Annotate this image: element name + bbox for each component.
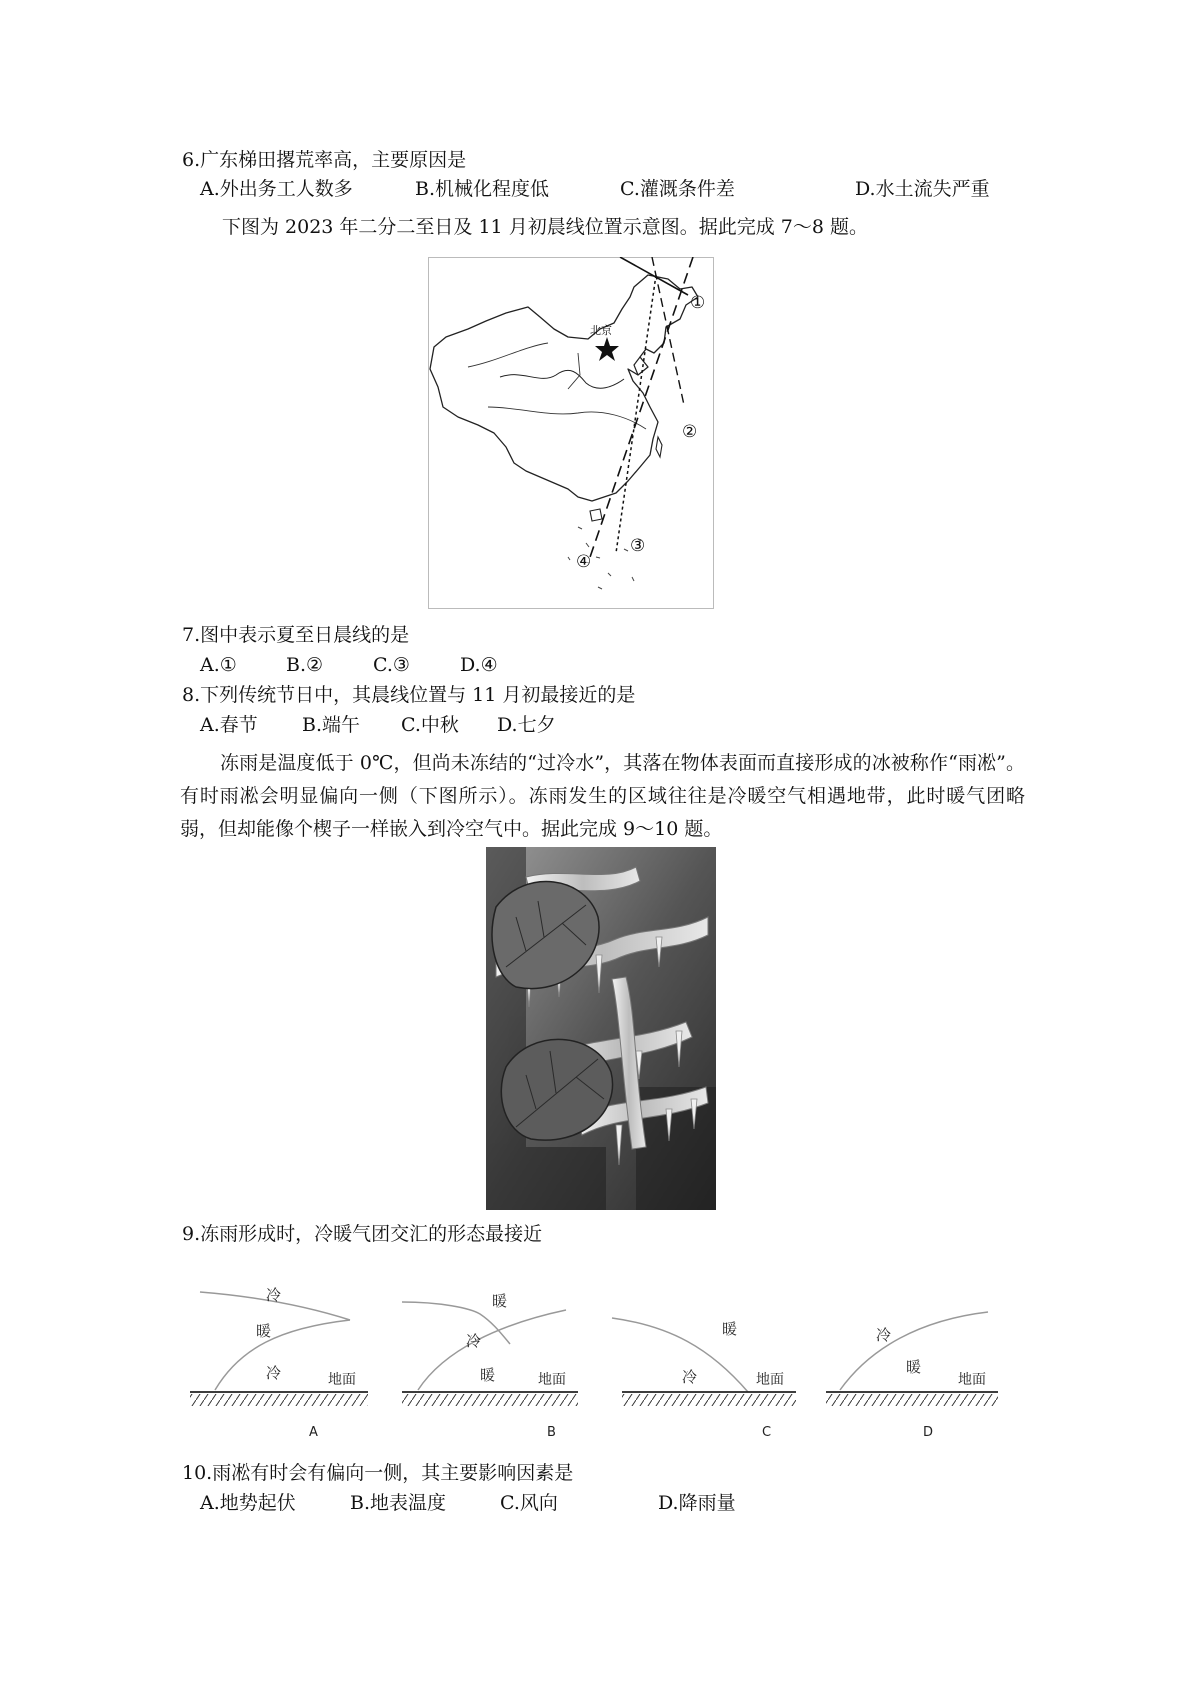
q10-option-d: D.降雨量 bbox=[658, 1492, 736, 1514]
diagram-a-ground: 地面 bbox=[328, 1372, 356, 1388]
q6-option-c: C.灌溉条件差 bbox=[620, 178, 735, 200]
china-outline bbox=[430, 275, 698, 501]
diagram-b-label-2: 冷 bbox=[466, 1332, 482, 1350]
q6-option-d: D.水土流失严重 bbox=[855, 178, 990, 200]
map-frame bbox=[429, 258, 714, 609]
terminator-line-4 bbox=[588, 257, 693, 563]
terminator-label-4: ④ bbox=[576, 552, 592, 572]
terminator-line-3 bbox=[616, 275, 656, 553]
q8-option-b: B.端午 bbox=[302, 714, 361, 736]
intro-9-10: 冻雨是温度低于 0℃，但尚未冻结的“过冷水”，其落在物体表面而直接形成的冰被称作“雨凇”。有时雨凇会明显偏向一侧（下图所示）。冻雨发生的区域往往是冷暖空气相遇地带，此时暖气团略弱，但却能像个楔子一样嵌入到冷空气中。据此完成 9～10 题。 bbox=[180, 752, 1025, 840]
diagram-b-label-3: 暖 bbox=[480, 1366, 496, 1384]
q9-stem: 9.冻雨形成时，冷暖气团交汇的形态最接近 bbox=[182, 1223, 543, 1245]
q7-option-d: D.④ bbox=[460, 654, 498, 676]
q7-option-a: A.① bbox=[200, 654, 237, 676]
yellow-river bbox=[500, 370, 624, 388]
q8-option-c: C.中秋 bbox=[401, 714, 459, 736]
q8-stem: 8.下列传统节日中，其晨线位置与 11 月初最接近的是 bbox=[182, 684, 636, 706]
terminator-map-figure bbox=[428, 257, 714, 609]
diagram-d-letter: D bbox=[923, 1425, 934, 1440]
q7-stem: 7.图中表示夏至日晨线的是 bbox=[182, 624, 410, 646]
internal-boundary-2 bbox=[468, 343, 548, 367]
hainan-island bbox=[590, 509, 602, 521]
q6-option-b: B.机械化程度低 bbox=[415, 178, 550, 200]
taiwan-island bbox=[656, 437, 662, 457]
air-diagram-b bbox=[402, 1292, 578, 1440]
glaze-ice-photo bbox=[486, 847, 716, 1210]
bohai-coast bbox=[634, 357, 640, 375]
air-diagram-c bbox=[612, 1318, 796, 1440]
beijing-star-icon bbox=[595, 337, 619, 361]
intro-7-8: 下图为 2023 年二分二至日及 11 月初晨线位置示意图。据此完成 7～8 题。 bbox=[222, 216, 868, 238]
terminator-label-1: ① bbox=[690, 293, 706, 313]
diagram-b-ground: 地面 bbox=[538, 1372, 566, 1388]
terminator-label-2: ② bbox=[682, 422, 698, 442]
diagram-a-letter: A bbox=[309, 1425, 318, 1440]
q8-option-d: D.七夕 bbox=[497, 714, 556, 736]
q7-option-c: C.③ bbox=[373, 654, 410, 676]
air-mass-diagrams bbox=[180, 1268, 1025, 1448]
diagram-d-ground: 地面 bbox=[958, 1372, 986, 1388]
q6-option-a: A.外出务工人数多 bbox=[200, 178, 353, 200]
q10-option-c: C.风向 bbox=[500, 1492, 558, 1514]
diagram-b-letter: B bbox=[547, 1425, 556, 1440]
diagram-d-label-2: 暖 bbox=[906, 1358, 922, 1376]
diagram-c-ground: 地面 bbox=[756, 1372, 784, 1388]
q7-option-b: B.② bbox=[286, 654, 324, 676]
diagram-a-label-3: 冷 bbox=[266, 1364, 282, 1382]
air-diagram-a bbox=[190, 1286, 368, 1440]
terminator-label-3: ③ bbox=[630, 536, 646, 556]
diagram-c-label-2: 冷 bbox=[682, 1368, 698, 1386]
q10-option-a: A.地势起伏 bbox=[200, 1492, 296, 1514]
q6-stem: 6.广东梯田撂荒率高，主要原因是 bbox=[182, 149, 467, 171]
diagram-a-label-2: 暖 bbox=[256, 1322, 272, 1340]
diagram-d-label-1: 冷 bbox=[876, 1326, 892, 1344]
diagram-c-letter: C bbox=[762, 1425, 772, 1440]
q10-option-b: B.地表温度 bbox=[350, 1492, 447, 1514]
diagram-c-label-1: 暖 bbox=[722, 1320, 738, 1338]
internal-boundary-1 bbox=[488, 407, 646, 429]
q10-stem: 10.雨凇有时会有偏向一侧，其主要影响因素是 bbox=[182, 1462, 574, 1484]
diagram-b-label-1: 暖 bbox=[492, 1292, 508, 1310]
beijing-label: 北京 bbox=[590, 324, 612, 337]
air-diagram-d bbox=[826, 1312, 998, 1440]
diagram-a-label-1: 冷 bbox=[266, 1286, 282, 1304]
q8-option-a: A.春节 bbox=[200, 714, 258, 736]
